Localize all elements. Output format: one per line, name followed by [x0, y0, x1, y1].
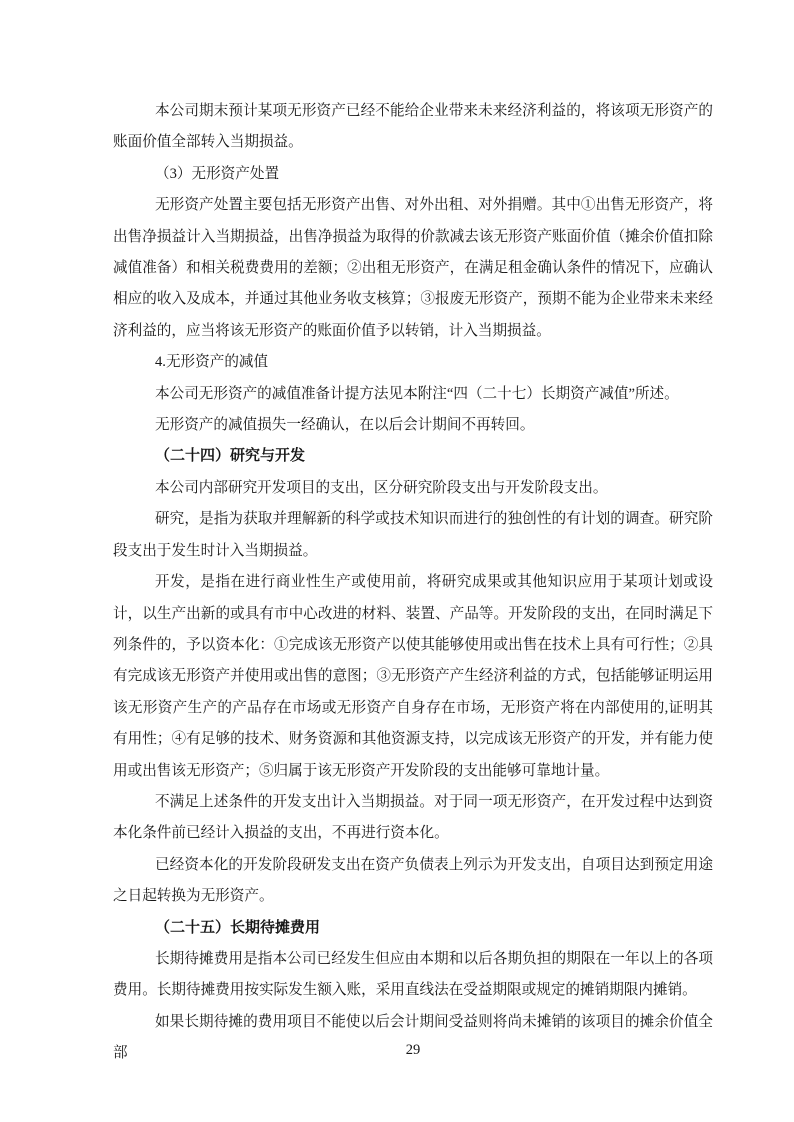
paragraph-research-definition: 研究，是指为获取并理解新的科学或技术知识而进行的独创性的有计划的调查。研究阶段支出于发生时计入当期损益。: [113, 511, 713, 559]
paragraph-impairment-method: 本公司无形资产的减值准备计提方法见本附注“四（二十七）长期资产减值”所述。: [155, 385, 679, 402]
document-body: [113, 96, 713, 1070]
paragraph-deferred-expenses-definition: 长期待摊费用是指本公司已经发生但应由本期和以后各期负担的期限在一年以上的各项费用。长期待摊费用按实际发生额入账，采用直线法在受益期限或规定的摊销期限内摊销。: [113, 950, 713, 999]
paragraph-impairment-no-reversal: 无形资产的减值损失一经确认，在以后会计期间不再转回。: [155, 417, 535, 434]
section-heading-research-development: （二十四）研究与开发: [155, 448, 306, 465]
paragraph-deferred-expenses-writeoff: 如果长期待摊的费用项目不能使以后会计期间受益则将尚未摊销的该项目的摊余价值全部: [113, 1013, 713, 1062]
paragraph-intangible-disposal-detail: 无形资产处置主要包括无形资产出售、对外出租、对外捐赠。其中①出售无形资产，将出售净损益计入当期损益，出售净损益为取得的价款减去该无形资产账面价值（摊余价值扣除减值准备）和相关税费费用的差额；②出租无形资产，在满足租金确认条件的情况下，应确认相应的收入及成本，并通过其他业务收支核算；③报废无形资产，预期不能为企业带来未来经济利益的，应当将该无形资产的账面价值予以转销，计入当期损益。: [113, 197, 713, 339]
paragraph-intangible-writeoff: 本公司期末预计某项无形资产已经不能给企业带来未来经济利益的，将该项无形资产的账面价值全部转入当期损益。: [113, 103, 713, 151]
paragraph-development-expense: 不满足上述条件的开发支出计入当期损益。对于同一项无形资产，在开发过程中达到资本化条件前已经计入损益的支出，不再进行资本化。: [113, 793, 713, 842]
paragraph-rd-split: 本公司内部研究开发项目的支出，区分研究阶段支出与开发阶段支出。: [155, 479, 608, 496]
paragraph-development-definition: 开发，是指在进行商业性生产或使用前，将研究成果或其他知识应用于某项计划或设计，以生产出新的或具有市中心改进的材料、装置、产品等。开发阶段的支出，在同时满足下列条件的，予以资本化：①完成该无形资产以使其能够使用或出售在技术上具有可行性；②具有完成该无形资产并使用或出售的意图；③无形资产产生经济利益的方式，包括能够证明运用该无形资产生产的产品存在市场或无形资产自身存在市场，无形资产将在内部使用的,证明其有用性；④有足够的技术、财务资源和其他资源支持，以完成该无形资产的开发，并有能力使用或出售该无形资产；⑤归属于该无形资产开发阶段的支出能够可靠地计量。: [113, 574, 713, 779]
section-heading-long-term-deferred-expenses: （二十五）长期待摊费用: [155, 919, 321, 936]
page-number: 29: [405, 1042, 421, 1058]
paragraph-capitalized-development: 已经资本化的开发阶段研发支出在资产负债表上列示为开发支出，自项目达到预定用途之日起转换为无形资产。: [113, 856, 713, 905]
subheading-intangible-disposal: （3）无形资产处置: [155, 165, 280, 182]
subheading-intangible-impairment: 4.无形资产的减值: [155, 354, 269, 371]
